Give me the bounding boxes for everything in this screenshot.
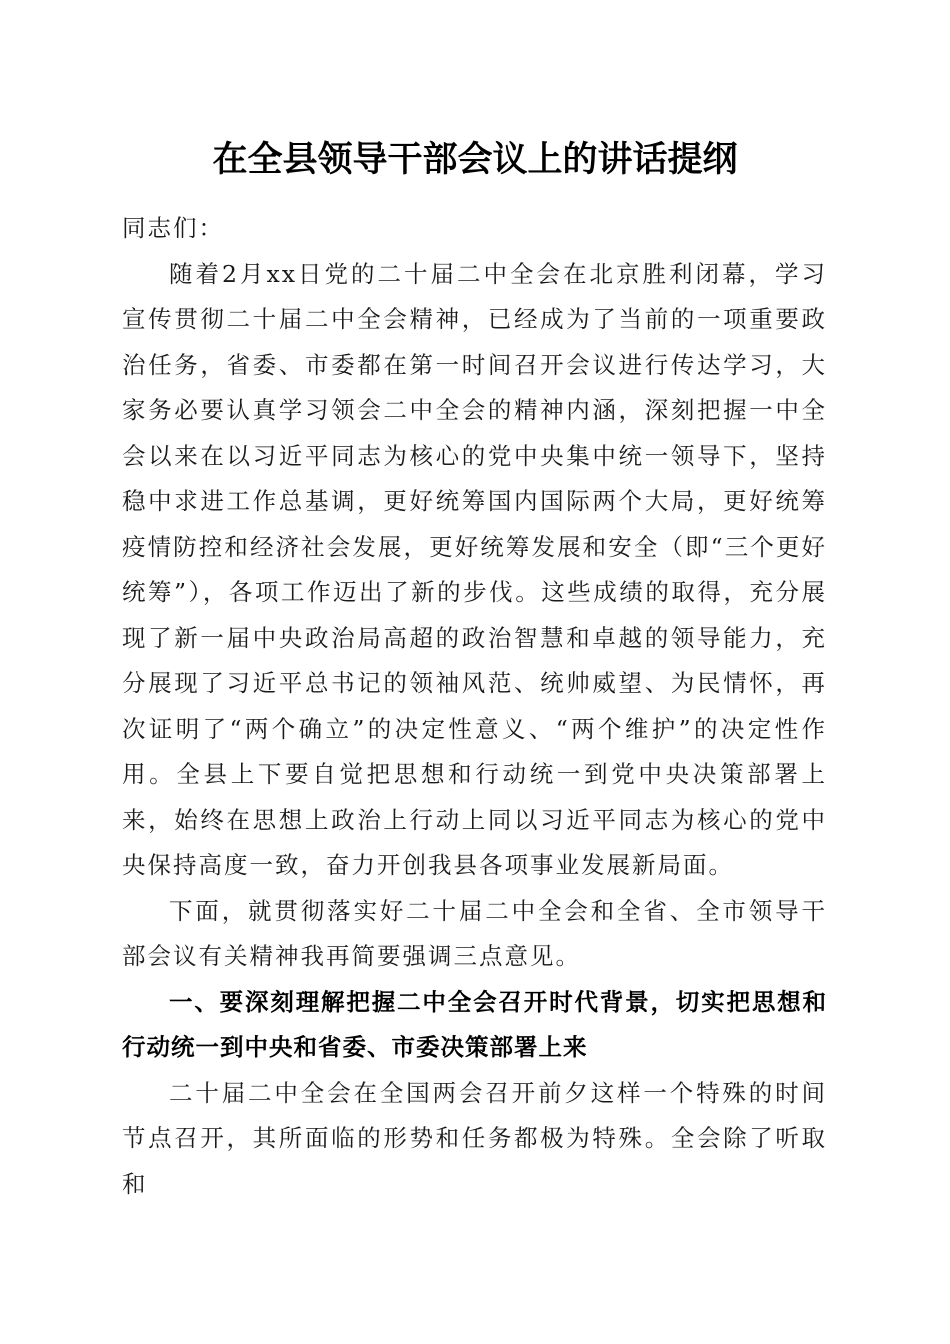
section-heading: 一、要深刻理解把握二中全会召开时代背景，切实把思想和行动统一到中央和省委、市委决策部署上来	[122, 987, 827, 1061]
document-body	[122, 206, 827, 1207]
body-paragraph: 下面，就贯彻落实好二十届二中全会和全省、全市领导干部会议有关精神我再简要强调三点意见。	[122, 896, 827, 970]
section-paragraph: 二十届二中全会在全国两会召开前夕这样一个特殊的时间节点召开，其所面临的形势和任务都极为特殊。全会除了听取和	[122, 1078, 827, 1198]
document-title: 在全县领导干部会议上的讲话提纲	[212, 139, 738, 180]
body-paragraph: 随着2月xx日党的二十届二中全会在北京胜利闭幕，学习宣传贯彻二十届二中全会精神，已经成为了当前的一项重要政治任务，省委、市委都在第一时间召开会议进行传达学习，大家务必要认真学习领会二中全会的精神内涵，深刻把握一中全会以来在以习近平同志为核心的党中央集中统一领导下，坚持稳中求进工作总基调，更好统筹国内国际两个大局，更好统筹疫情防控和经济社会发展，更好统筹发展和安全（即“三个更好统筹”），各项工作迈出了新的步伐。这些成绩的取得，充分展现了新一届中央政治局高超的政治智慧和卓越的领导能力，充分展现了习近平总书记的领袖风范、统帅威望、为民情怀，再次证明了“两个确立”的决定性意义、“两个维护”的决定性作用。全县上下要自觉把思想和行动统一到党中央决策部署上来，始终在思想上政治上行动上同以习近平同志为核心的党中央保持高度一致，奋力开创我县各项事业发展新局面。	[122, 259, 827, 879]
salutation: 同志们：	[122, 214, 224, 242]
